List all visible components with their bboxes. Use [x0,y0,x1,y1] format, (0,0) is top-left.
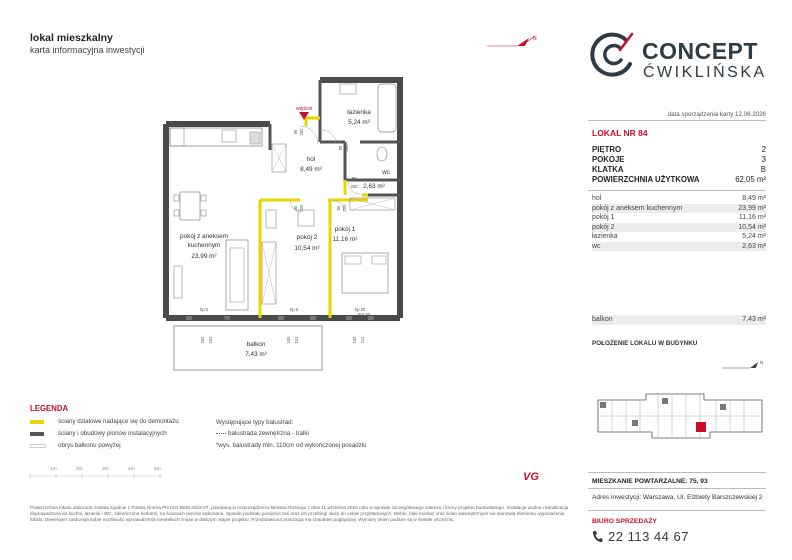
interior-walls [270,80,400,195]
repeated-units: MIESZKANIE POWTARZALNE: 75, 93 [592,478,708,485]
door-dim: 200 [342,204,347,212]
room-name-pokoj1: pokój 1 [334,226,356,233]
floor-plan [150,70,570,390]
room-area-hol: 8,49 m² [300,166,322,173]
room-area-pokoj2: 10,54 m² [294,245,320,252]
divider [588,120,766,121]
room-name-lazienka: łazienka [347,109,371,116]
door-dim: 200 [299,128,304,136]
svg-text:N: N [533,36,537,42]
divider [588,488,766,489]
scale-label: 1m [50,467,57,472]
room-area-wc: 2,63 m² [363,183,385,190]
room-name-balkon: balkon [246,341,266,348]
room-row: wc 2,63 m² [592,242,766,250]
divider [588,510,766,511]
legend-item: ściany działowe nadające się do demontażu [58,418,179,425]
room-row: pokój 1 11,16 m² [592,214,766,221]
legend-title: LEGENDA [30,404,69,413]
scale-label: 5m [154,467,161,472]
north-arrow-icon [485,32,545,50]
door-dim: 80 [336,205,341,211]
balcony-dim: 100 [352,336,357,344]
room-row: pokój z aneksem kuchennym 23,99 m² [592,204,766,212]
legend-swatch-balcony-outline [30,444,46,448]
door-dim: 80 [351,176,357,181]
svg-text:N: N [760,360,764,365]
investment-address: Adres inwestycji: Warszawa, Ul. Elżbiety Barszczewskiej 2 [592,494,763,501]
door-dim: 80 [293,205,298,211]
card-date: data sporządzenia karty 12.06.2026 [667,111,766,118]
pw-label: P/W [224,317,232,322]
summary-row-powierzchnia: POWIERZCHNIA UŻYTKOWA 62,05 m² [592,175,766,184]
door-dim: 200 [344,144,349,152]
logo-name: CONCEPT [642,38,758,64]
phone-icon [592,530,603,543]
location-heading: POŁOŻENIE LOKALU W BUDYNKU [592,340,698,347]
door-dim: 200 [350,184,358,189]
room-row: hol 8,49 m² [592,195,766,202]
scale-label: 2m [76,467,83,472]
hp-label: hp 20 [354,307,366,312]
balcony-dim: 241 [208,336,213,344]
balustrade-swatch [216,433,226,434]
balcony-row: balkon 7,43 m² [592,316,766,323]
divider [588,190,766,191]
building-location-plan [592,380,768,450]
room-name-salon-2: kuchennym [187,242,221,249]
balcony-dim: 200 [200,336,205,344]
north-arrow-small-icon [722,358,766,370]
fix-label: FIX 80 [357,312,371,317]
vg-logo: VG [523,471,539,483]
logo-subname: ĆWIKLIŃSKA [643,64,767,81]
divider [588,472,766,473]
concept-logo-icon [590,30,638,80]
legend-swatch-walls [30,432,44,436]
room-area-pokoj1: 11,16 m² [332,236,358,243]
balustrade-item: balustrada zewnętrzna - tralki [228,430,309,437]
hp-label: hp 0 [289,307,299,312]
sales-phone[interactable]: 22 113 44 67 [608,529,689,544]
unit-highlight [696,422,706,432]
legend-item: ściany i obudowy pionów instalacyjnych [58,430,167,437]
room-row: pokój 2 10,54 m² [592,223,766,231]
legend-item: obrys balkonu powyżej [58,442,121,449]
scale-label: 3m [102,467,109,472]
balustrade-note: *wys. balustrady min. 110cm od wykończonej posadzki [216,442,367,449]
room-name-salon-1: pokój z aneksem [180,233,228,240]
room-area-lazienka: 5,24 m² [348,119,370,126]
door-dim: 200 [299,204,304,212]
document-title: lokal mieszkalny [30,32,113,44]
balcony-dim: 100 [286,336,291,344]
balcony-dim: 211 [360,336,365,344]
footer-disclaimer: Powierzchnia lokalu obliczona zostala zgodnie z Polską Normą PN-ISO 9836:2022-07, powołaną w rozporządzeniu Ministra Rozwoju z dnia 11 września 2020 roku w sprawie szczegółowego zakresu i formy projektu budowlanego. Instalacja wodna i kanalizacja doprowadzona do kuchni, łazienki i WC, zakończona korkami, na ścianach pionów wykonana. Sposób podziału pomieszczeń oraz ich przebiegi służy do celów przykładowych. Meble, haki montaż oraz ścian wewnętrznych nie stanowią elementu wyposażenia lokalu. Deweloper zastrzega sobie możliwość wprowadzenia niewielkich zmian w dalszym etapie projektu. Przedstawiona aranżacja ma charakter poglądowy. Wymiary okien podane są w świetle ościeżnic. [30,505,569,523]
room-row: łazienka 5,24 m² [592,233,766,240]
document-subtitle: karta informacyjna inwestycji [30,45,145,55]
legend-swatch-removable [30,420,44,424]
room-name-pokoj2: pokój 2 [296,234,318,241]
room-area-balkon: 7,43 m² [245,351,267,358]
door-dim: 90 [293,129,298,135]
summary-row-pokoje: POKOJE 3 [592,155,766,164]
room-name-hol: hol [306,156,316,163]
door-dim: 80 [338,145,343,151]
hp-label: hp 0 [199,307,209,312]
sales-office-heading: BIURO SPRZEDAŻY [592,518,657,525]
balustrade-heading: Występujące typy balustrad: [216,419,294,426]
lokal-number: LOKAL NR 84 [592,128,648,138]
scale-label: 4m [128,467,135,472]
summary-row-pietro: PIĘTRO 2 [592,145,766,154]
balcony-outline [174,326,322,370]
room-area-salon: 23,99 m² [191,253,217,260]
room-name-wc: wc [382,169,390,176]
summary-row-klatka: KLATKA B [592,165,766,174]
entry-label: wejście [296,106,313,112]
balcony-dim: 241 [294,336,299,344]
